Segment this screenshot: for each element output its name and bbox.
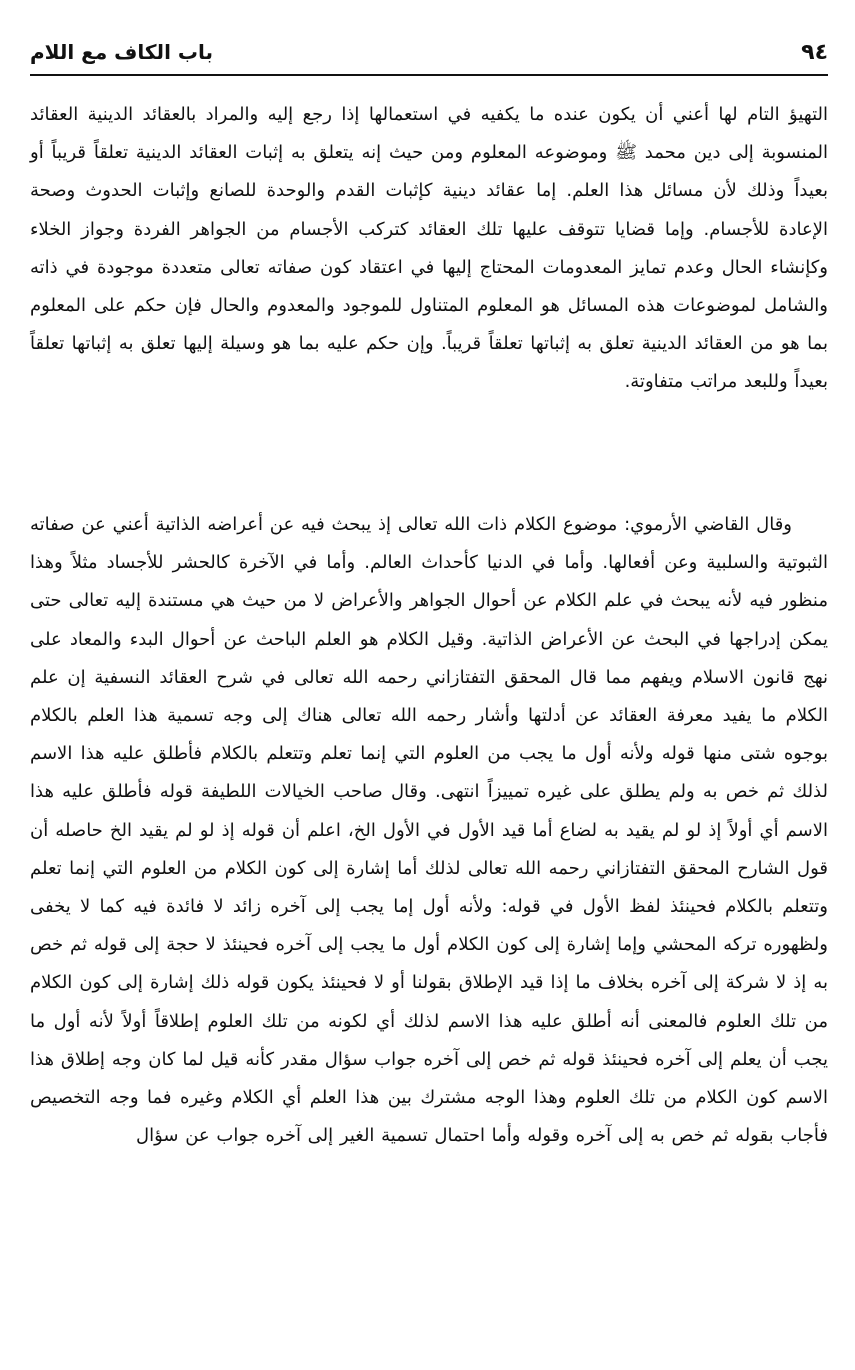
chapter-title: باب الكاف مع اللام (30, 40, 213, 64)
running-header (30, 30, 828, 76)
body-paragraph: وقال القاضي الأرموي: موضوع الكلام ذات الله تعالى إذ يبحث فيه عن أعراضه الذاتية أعني عن صفاته الثبوتية والسلبية وعن أفعالها. وأما في الدنيا كأحداث العالم. وأما في الآخرة كالحشر للأجساد مثلاً وهذا منظور فيه لأنه يبحث في علم الكلام عن أحوال الجواهر والأعراض لا من حيث هي مستندة إليه تعالى حتى يمكن إدراجها في البحث عن الأعراض الذاتية. وقيل الكلام هو العلم الباحث عن أحوال البدء والمعاد على نهج قانون الاسلام ويفهم مما قال المحقق التفتازاني رحمه الله تعالى في شرح العقائد النسفية إن علم الكلام ما يفيد معرفة العقائد عن أدلتها وأشار رحمه الله تعالى هناك إلى وجه تسمية هذا العلم بالكلام بوجوه شتى منها قوله ولأنه أول ما يجب من العلوم التي إنما تعلم وتتعلم بالكلام فأطلق عليه هذا الاسم لذلك ثم خص به ولم يطلق على غيره تمييزاً انتهى. وقال صاحب الخيالات اللطيفة قوله فأطلق عليه هذا الاسم أي أولاً إذ لو لم يقيد به لضاع أما قيد الأول في الأول الخ، اعلم أن قوله إذ لو لم يقيد الخ حاصله أن قول الشارح المحقق التفتازاني رحمه الله تعالى لذلك أما إشارة إلى كون الكلام من العلوم التي إنما تعلم وتتعلم بالكلام فحينئذ لفظ الأول في قوله: ولأنه أول إما يجب إلى آخره زائد لا فائدة فيه كما لا يخفى ولظهوره تركه المحشي وإما إشارة إلى كون الكلام أول ما يجب إلى آخره فحينئذ لا حجة إلى قوله ثم خص به إذ لا شركة إلى آخره بخلاف ما إذا قيد الإطلاق بقولنا أو لا فحينئذ يكون قوله ذلك إشارة إلى كون الكلام من تلك العلوم فالمعنى أنه أطلق عليه هذا الاسم لذلك أي لكونه من تلك العلوم إطلاقاً أولاً لأنه أول ما يجب أن يعلم إلى آخره فحينئذ قوله ثم خص إلى آخره جواب سؤال مقدر كأنه قيل لما كان وجه إطلاق هذا الاسم كون الكلام من تلك العلوم وهذا الوجه مشترك بين هذا العلم أي الكلام وغيره فما وجه التخصيص فأجاب بقوله ثم خص به إلى آخره وقوله وأما احتمال تسمية الغير إلى آخره جواب عن سؤال (30, 514, 828, 1147)
page-number: ٩٤ (801, 39, 828, 65)
body-paragraph: التهيؤ التام لها أعني أن يكون عنده ما يكفيه في استعمالها إذا رجع إليه والمراد بالعقائد الدينية العقائد المنسوبة إلى دين محمد ﷺ وموضوعه المعلوم ومن حيث إنه يتعلق به إثبات العقائد الدينية تعلقاً قريباً أو بعيداً وذلك لأن مسائل هذا العلم. إما عقائد دينية كإثبات القدم والوحدة للصانع وإثبات الحدوث وصحة الإعادة للأجسام. وإما قضايا تتوقف عليها تلك العقائد كتركب الأجسام من الجواهر الفردة وجواز الخلاء وكإنشاء الحال وعدم تمايز المعدومات المحتاج إليها في اعتقاد كون صفاته تعالى متعددة موجودة في ذاته والشامل لموضوعات هذه المسائل هو المعلوم المتناول للموجود والمعدوم والحال فإن حكم على المعلوم بما هو من العقائد الدينية تعلق به إثباتها تعلقاً قريباً. وإن حكم عليه بما هو وسيلة إليها تعلق به إثباتها تعلقاً بعيداً وللبعد مراتب متفاوتة. (30, 104, 828, 393)
